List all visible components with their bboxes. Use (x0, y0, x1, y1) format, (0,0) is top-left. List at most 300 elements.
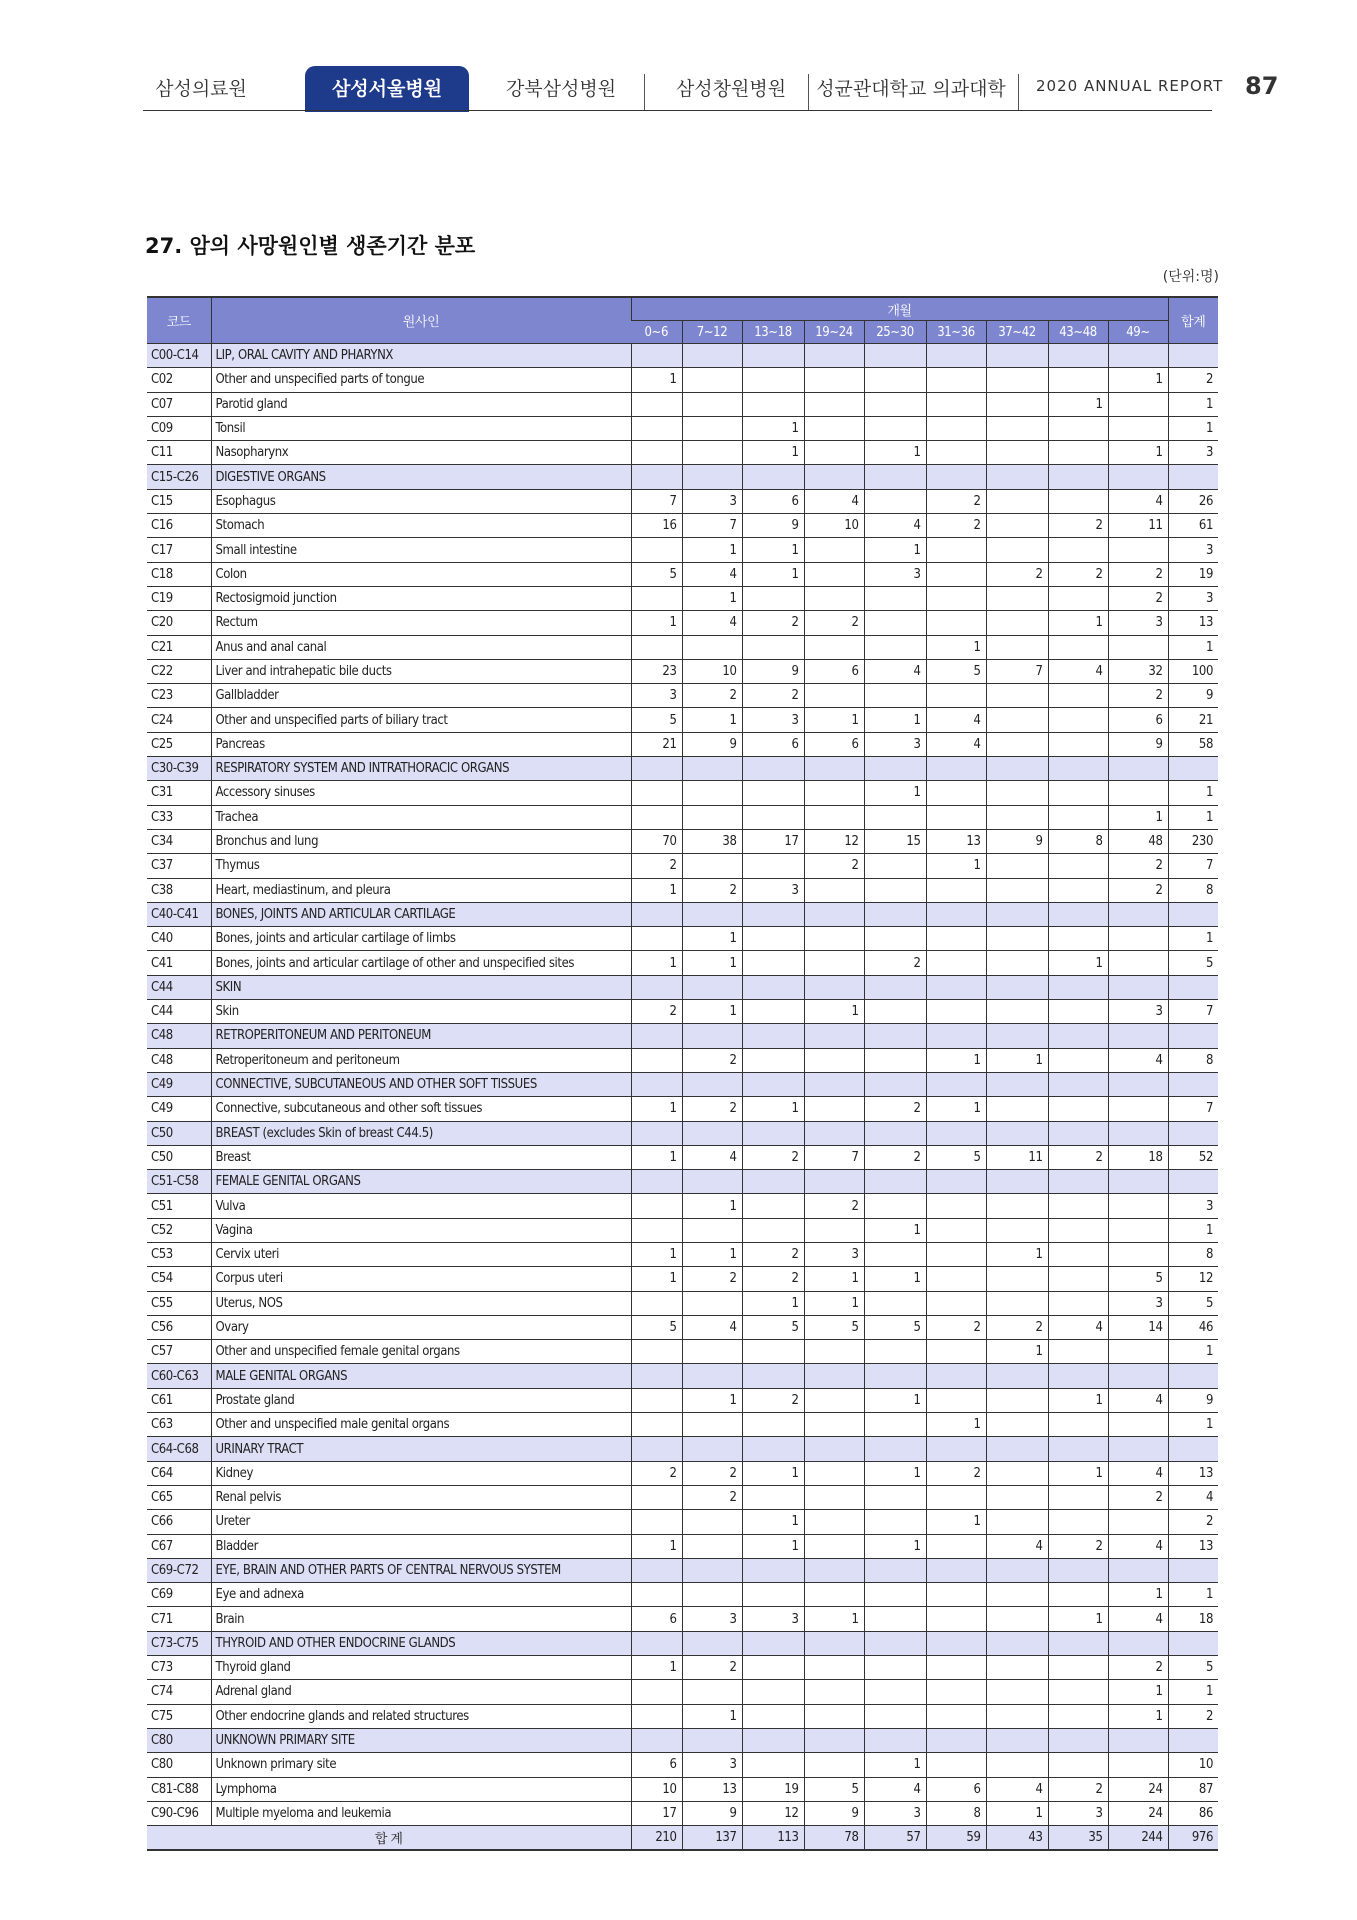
count-cell (1048, 1583, 1108, 1607)
table-row (147, 1242, 1218, 1266)
count-cell (631, 927, 682, 951)
code-cell: C80 (147, 1728, 211, 1752)
code-cell: C20 (147, 611, 211, 635)
table-row (147, 1510, 1218, 1534)
table-row (147, 1583, 1218, 1607)
count-cell (742, 951, 804, 975)
count-cell: 4 (986, 1534, 1048, 1558)
count-cell: 2 (1108, 1656, 1168, 1680)
row-total-cell: 19 (1168, 562, 1218, 586)
count-cell (926, 1753, 986, 1777)
count-cell (804, 1534, 864, 1558)
count-cell: 3 (1108, 1291, 1168, 1315)
row-total-cell: 230 (1168, 829, 1218, 853)
count-cell (742, 1340, 804, 1364)
count-cell (742, 781, 804, 805)
count-cell (1108, 902, 1168, 926)
table-row (147, 732, 1218, 756)
row-total-cell: 7 (1168, 1097, 1218, 1121)
table-row (147, 489, 1218, 513)
count-cell (864, 1048, 926, 1072)
row-total-cell (1168, 975, 1218, 999)
count-cell (986, 1267, 1048, 1291)
count-cell (986, 1121, 1048, 1145)
count-cell: 24 (1108, 1801, 1168, 1825)
count-cell (804, 368, 864, 392)
count-cell: 1 (1108, 441, 1168, 465)
count-cell (986, 951, 1048, 975)
cause-cell: Esophagus (211, 489, 631, 513)
code-cell: C44 (147, 1000, 211, 1024)
count-cell: 2 (926, 489, 986, 513)
count-cell (804, 465, 864, 489)
code-cell: C40-C41 (147, 902, 211, 926)
count-cell: 1 (1048, 611, 1108, 635)
count-cell: 4 (1108, 1048, 1168, 1072)
count-cell (864, 1121, 926, 1145)
count-cell (1048, 1218, 1108, 1242)
row-total-cell (1168, 1072, 1218, 1096)
count-cell (986, 1218, 1048, 1242)
count-cell (864, 757, 926, 781)
count-cell (682, 1291, 742, 1315)
row-total-cell: 2 (1168, 368, 1218, 392)
month-header: 13~18 (742, 321, 804, 344)
count-cell (926, 927, 986, 951)
count-cell (631, 1194, 682, 1218)
count-cell (682, 1218, 742, 1242)
count-cell (986, 1704, 1048, 1728)
count-cell: 2 (682, 684, 742, 708)
count-cell (631, 1728, 682, 1752)
count-cell: 2 (631, 854, 682, 878)
count-cell (986, 781, 1048, 805)
count-cell (1108, 1024, 1168, 1048)
count-cell: 17 (742, 829, 804, 853)
count-cell: 3 (1108, 1000, 1168, 1024)
count-cell (742, 1680, 804, 1704)
count-cell (986, 465, 1048, 489)
count-cell: 3 (682, 1753, 742, 1777)
count-cell: 2 (631, 1000, 682, 1024)
count-cell (804, 562, 864, 586)
count-cell: 13 (926, 829, 986, 853)
category-row (147, 1170, 1218, 1194)
count-cell: 2 (682, 1097, 742, 1121)
code-cell: C75 (147, 1704, 211, 1728)
table-row (147, 1801, 1218, 1825)
count-cell (926, 757, 986, 781)
count-cell: 9 (986, 829, 1048, 853)
count-cell: 7 (682, 514, 742, 538)
table-row (147, 1194, 1218, 1218)
code-cell: C55 (147, 1291, 211, 1315)
count-cell (1108, 1340, 1168, 1364)
count-cell: 3 (742, 1607, 804, 1631)
code-cell: C38 (147, 878, 211, 902)
count-cell (1108, 392, 1168, 416)
cause-cell: Vulva (211, 1194, 631, 1218)
tab-samsung-seoul-hospital[interactable]: 삼성서울병원 (305, 66, 469, 112)
count-cell: 1 (1108, 1583, 1168, 1607)
cause-cell: Heart, mediastinum, and pleura (211, 878, 631, 902)
count-cell (986, 1510, 1048, 1534)
count-cell (804, 1218, 864, 1242)
count-cell: 1 (864, 1461, 926, 1485)
code-cell: C44 (147, 975, 211, 999)
count-cell: 5 (631, 1315, 682, 1339)
count-cell (986, 1291, 1048, 1315)
count-cell (864, 1680, 926, 1704)
count-cell (926, 1437, 986, 1461)
table-row (147, 514, 1218, 538)
count-cell: 2 (682, 1485, 742, 1509)
code-cell: C49 (147, 1072, 211, 1096)
count-cell (986, 441, 1048, 465)
tab-kangbuk-samsung-hospital[interactable]: 강북삼성병원 (505, 78, 617, 100)
count-cell: 5 (926, 659, 986, 683)
count-cell (926, 1072, 986, 1096)
count-cell (986, 1485, 1048, 1509)
row-total-cell (1168, 1558, 1218, 1582)
count-cell (1048, 1510, 1108, 1534)
code-cell: C48 (147, 1024, 211, 1048)
row-total-cell: 8 (1168, 1048, 1218, 1072)
count-cell (804, 927, 864, 951)
count-cell: 5 (864, 1315, 926, 1339)
row-total-cell: 1 (1168, 1340, 1218, 1364)
cause-cell: Ureter (211, 1510, 631, 1534)
count-cell (804, 1728, 864, 1752)
count-cell (1048, 732, 1108, 756)
cause-cell: THYROID AND OTHER ENDOCRINE GLANDS (211, 1631, 631, 1655)
count-cell (926, 902, 986, 926)
count-cell (1048, 538, 1108, 562)
count-cell (742, 1485, 804, 1509)
row-total-cell: 13 (1168, 1461, 1218, 1485)
code-cell: C80 (147, 1753, 211, 1777)
count-cell (631, 586, 682, 610)
count-cell (682, 1364, 742, 1388)
month-header: 43~48 (1048, 321, 1108, 344)
count-cell (804, 975, 864, 999)
table-row (147, 538, 1218, 562)
count-cell (926, 1680, 986, 1704)
count-cell (804, 1121, 864, 1145)
code-cell: C22 (147, 659, 211, 683)
row-total-cell: 7 (1168, 1000, 1218, 1024)
row-total-cell: 18 (1168, 1607, 1218, 1631)
count-cell (986, 489, 1048, 513)
count-cell (986, 1072, 1048, 1096)
row-total-cell: 26 (1168, 489, 1218, 513)
cause-cell: URINARY TRACT (211, 1437, 631, 1461)
count-cell (804, 1704, 864, 1728)
count-cell (986, 611, 1048, 635)
cause-cell: Connective, subcutaneous and other soft tissues (211, 1097, 631, 1121)
count-cell: 1 (682, 1704, 742, 1728)
count-cell: 10 (631, 1777, 682, 1801)
count-cell: 1 (1048, 392, 1108, 416)
count-cell (631, 392, 682, 416)
count-cell (1048, 902, 1108, 926)
count-cell: 1 (1108, 805, 1168, 829)
count-cell: 2 (742, 1267, 804, 1291)
row-total-cell: 2 (1168, 1510, 1218, 1534)
count-cell: 6 (742, 489, 804, 513)
count-cell: 2 (926, 514, 986, 538)
cause-cell: FEMALE GENITAL ORGANS (211, 1170, 631, 1194)
count-cell: 1 (986, 1801, 1048, 1825)
count-cell: 2 (742, 684, 804, 708)
code-cell: C07 (147, 392, 211, 416)
code-cell: C66 (147, 1510, 211, 1534)
count-cell: 1 (631, 368, 682, 392)
count-cell (1108, 1121, 1168, 1145)
count-cell (986, 1607, 1048, 1631)
row-total-cell (1168, 1170, 1218, 1194)
count-cell (682, 1631, 742, 1655)
cause-cell: Trachea (211, 805, 631, 829)
row-total-cell (1168, 1728, 1218, 1752)
count-cell (986, 902, 1048, 926)
table-row (147, 1777, 1218, 1801)
count-cell: 1 (742, 1510, 804, 1534)
count-cell: 15 (864, 829, 926, 853)
count-cell (926, 1121, 986, 1145)
count-cell (864, 1631, 926, 1655)
count-cell (631, 416, 682, 440)
count-cell (742, 1121, 804, 1145)
count-cell (631, 1340, 682, 1364)
count-cell: 32 (1108, 659, 1168, 683)
cause-cell: Ovary (211, 1315, 631, 1339)
count-cell: 4 (1108, 1461, 1168, 1485)
row-total-cell (1168, 1437, 1218, 1461)
count-cell (1048, 1024, 1108, 1048)
table-row (147, 1315, 1218, 1339)
code-cell: C67 (147, 1534, 211, 1558)
count-cell (631, 781, 682, 805)
count-cell: 1 (742, 416, 804, 440)
count-cell (631, 902, 682, 926)
count-cell (1048, 757, 1108, 781)
count-cell (742, 368, 804, 392)
count-cell (986, 805, 1048, 829)
category-row (147, 1024, 1218, 1048)
count-cell (864, 586, 926, 610)
count-cell (986, 586, 1048, 610)
cause-cell: Multiple myeloma and leukemia (211, 1801, 631, 1825)
count-cell (631, 1558, 682, 1582)
count-cell: 1 (631, 878, 682, 902)
count-cell (1048, 441, 1108, 465)
count-cell (1108, 1364, 1168, 1388)
count-cell: 3 (742, 878, 804, 902)
count-cell (631, 1024, 682, 1048)
code-cell: C16 (147, 514, 211, 538)
count-cell (804, 538, 864, 562)
count-cell (631, 441, 682, 465)
count-cell (804, 1388, 864, 1412)
count-cell (1048, 1485, 1108, 1509)
count-cell (631, 1364, 682, 1388)
row-total-cell (1168, 1024, 1218, 1048)
row-total-cell (1168, 1121, 1218, 1145)
count-cell: 6 (926, 1777, 986, 1801)
count-cell: 2 (926, 1315, 986, 1339)
tab-skku-medicine[interactable]: 성균관대학교 의과대학 (816, 78, 1006, 100)
count-cell: 1 (804, 1267, 864, 1291)
count-cell (631, 1218, 682, 1242)
count-cell: 2 (1108, 562, 1168, 586)
count-cell (864, 1364, 926, 1388)
tab-samsung-changwon-hospital[interactable]: 삼성창원병원 (675, 78, 787, 100)
count-cell (1108, 975, 1168, 999)
tab-samsung-medical-center[interactable]: 삼성의료원 (155, 78, 247, 100)
col-header-cause: 원사인 (211, 297, 631, 344)
count-cell: 1 (926, 1097, 986, 1121)
count-cell (1108, 635, 1168, 659)
count-cell: 12 (804, 829, 864, 853)
cause-cell: CONNECTIVE, SUBCUTANEOUS AND OTHER SOFT TISSUES (211, 1072, 631, 1096)
cause-cell: Accessory sinuses (211, 781, 631, 805)
count-cell (864, 1000, 926, 1024)
count-cell (1048, 1170, 1108, 1194)
count-cell: 4 (864, 1777, 926, 1801)
count-cell (804, 1413, 864, 1437)
count-cell (742, 344, 804, 368)
count-cell (864, 1485, 926, 1509)
count-cell (1048, 1413, 1108, 1437)
row-total-cell: 8 (1168, 1242, 1218, 1266)
cause-cell: MALE GENITAL ORGANS (211, 1364, 631, 1388)
total-count-cell: 113 (742, 1826, 804, 1851)
count-cell: 1 (682, 586, 742, 610)
count-cell (804, 1558, 864, 1582)
count-cell (1048, 708, 1108, 732)
count-cell (631, 1680, 682, 1704)
count-cell: 2 (1048, 562, 1108, 586)
count-cell: 1 (1108, 1704, 1168, 1728)
count-cell (926, 951, 986, 975)
count-cell (631, 1048, 682, 1072)
count-cell (986, 684, 1048, 708)
count-cell (631, 1510, 682, 1534)
table-row (147, 1534, 1218, 1558)
cause-cell: Other and unspecified parts of tongue (211, 368, 631, 392)
count-cell (804, 1340, 864, 1364)
count-cell: 4 (1048, 1315, 1108, 1339)
count-cell (742, 1558, 804, 1582)
count-cell (631, 1072, 682, 1096)
count-cell (1048, 1728, 1108, 1752)
count-cell (864, 1340, 926, 1364)
count-cell (986, 514, 1048, 538)
count-cell: 4 (1108, 1388, 1168, 1412)
row-total-cell (1168, 902, 1218, 926)
code-cell: C50 (147, 1121, 211, 1145)
count-cell (926, 1388, 986, 1412)
count-cell: 2 (682, 1267, 742, 1291)
table-row (147, 951, 1218, 975)
table-row (147, 392, 1218, 416)
code-cell: C64-C68 (147, 1437, 211, 1461)
code-cell: C90-C96 (147, 1801, 211, 1825)
total-count-cell: 57 (864, 1826, 926, 1851)
row-total-cell: 1 (1168, 416, 1218, 440)
count-cell: 4 (682, 1145, 742, 1169)
code-cell: C54 (147, 1267, 211, 1291)
row-total-cell: 3 (1168, 586, 1218, 610)
count-cell: 1 (682, 708, 742, 732)
count-cell: 2 (742, 1145, 804, 1169)
count-cell: 1 (742, 1097, 804, 1121)
count-cell (631, 1170, 682, 1194)
count-cell: 1 (804, 1291, 864, 1315)
table-row (147, 805, 1218, 829)
cause-cell: Other and unspecified male genital organs (211, 1413, 631, 1437)
table-row (147, 635, 1218, 659)
count-cell (631, 1704, 682, 1728)
cause-cell: Bronchus and lung (211, 829, 631, 853)
table-row (147, 781, 1218, 805)
count-cell (864, 611, 926, 635)
cause-cell: Bones, joints and articular cartilage of limbs (211, 927, 631, 951)
cause-cell: Breast (211, 1145, 631, 1169)
code-cell: C53 (147, 1242, 211, 1266)
survival-distribution-table (147, 296, 1218, 1851)
code-cell: C48 (147, 1048, 211, 1072)
grand-total-row (147, 1826, 1218, 1851)
count-cell (986, 732, 1048, 756)
count-cell: 3 (804, 1242, 864, 1266)
row-total-cell (1168, 465, 1218, 489)
count-cell (1048, 416, 1108, 440)
code-cell: C57 (147, 1340, 211, 1364)
code-cell: C73-C75 (147, 1631, 211, 1655)
code-cell: C15-C26 (147, 465, 211, 489)
row-total-cell: 8 (1168, 878, 1218, 902)
col-header-months: 개월 (631, 297, 1168, 321)
count-cell: 2 (864, 1097, 926, 1121)
row-total-cell: 52 (1168, 1145, 1218, 1169)
cause-cell: DIGESTIVE ORGANS (211, 465, 631, 489)
count-cell (742, 1048, 804, 1072)
count-cell: 1 (986, 1048, 1048, 1072)
count-cell: 4 (1108, 1607, 1168, 1631)
count-cell (631, 344, 682, 368)
count-cell: 1 (682, 538, 742, 562)
count-cell (1048, 1631, 1108, 1655)
count-cell (1048, 854, 1108, 878)
table-row (147, 1461, 1218, 1485)
count-cell (864, 1072, 926, 1096)
count-cell (926, 1728, 986, 1752)
table-row (147, 1607, 1218, 1631)
count-cell (742, 1072, 804, 1096)
count-cell: 5 (926, 1145, 986, 1169)
cause-cell: Rectosigmoid junction (211, 586, 631, 610)
code-cell: C56 (147, 1315, 211, 1339)
cause-cell: Vagina (211, 1218, 631, 1242)
count-cell (631, 538, 682, 562)
cause-cell: Thymus (211, 854, 631, 878)
count-cell (926, 975, 986, 999)
count-cell (864, 1437, 926, 1461)
count-cell (1048, 465, 1108, 489)
code-cell: C15 (147, 489, 211, 513)
